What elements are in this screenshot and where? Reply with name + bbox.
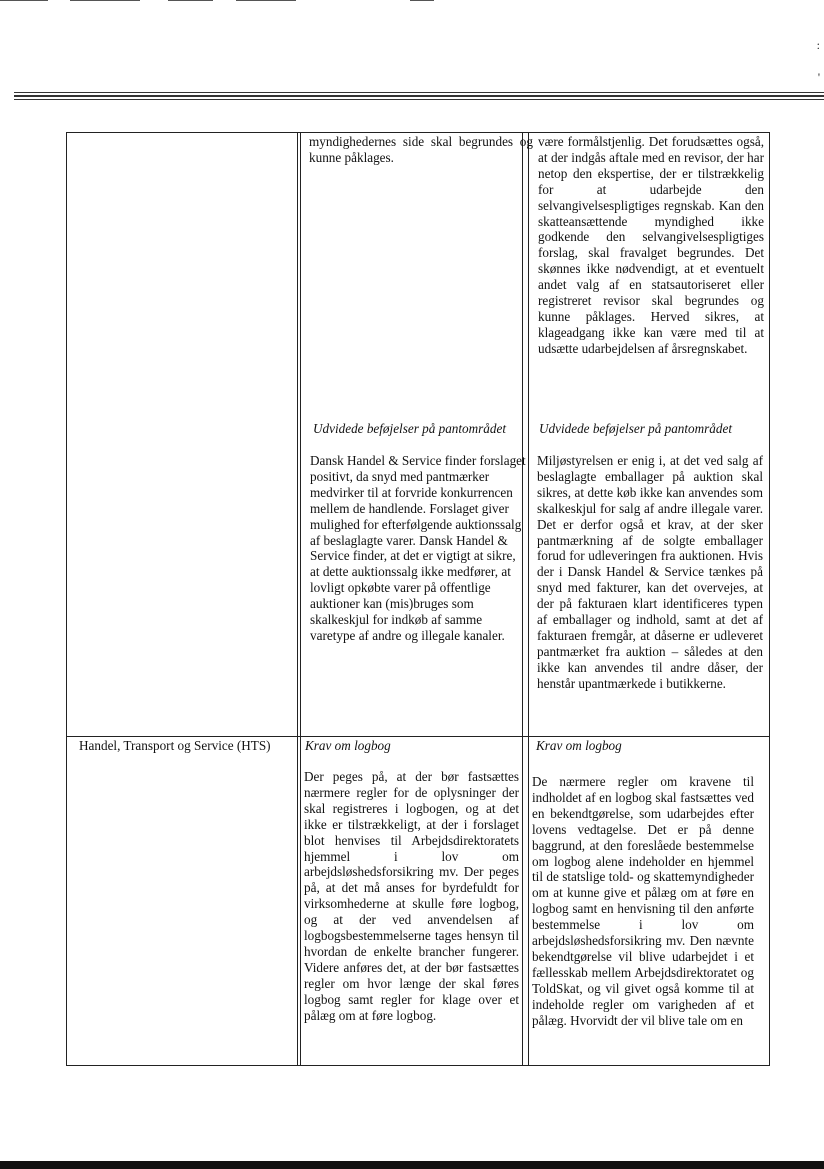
table-border-top xyxy=(66,132,770,133)
remark-heading: Udvidede beføjelser på pantområdet xyxy=(313,421,507,436)
margin-mark: : xyxy=(816,38,820,52)
row-divider xyxy=(66,736,770,737)
remark-text: Dansk Handel & Service finder forslaget positivt, da snyd med pantmærker medvirker til at forvride konkurrencen mellem de handlende. Forslaget giver mulighed for efterfølgende auktionssalg af beslaglagte varer. Dansk Handel & Service finder, at det er vigtigt at sikre, at dette auktionssalg ikke medfører, at lovligt opkøbte varer på offentlige auktioner kan (mis)bruges som skalkeskjul for indkøb af samme varetype af andre og illegale kanaler. xyxy=(310,453,526,643)
header-rule xyxy=(14,99,824,100)
organization-name: Handel, Transport og Service (HTS) xyxy=(79,738,271,753)
table-divider xyxy=(300,132,301,1066)
table-border-left xyxy=(66,132,67,1066)
remark-text: Der peges på, at der bør fastsættes nærmere regler for de oplysninger der skal registreres i logbogen, og at det ikke er tilstrækkeligt, at der i forslaget blot henvises til Arbejdsdirektoratets hjemmel i lov om arbejdsløshedsforsikring mv. Der peges på, at det må anses for byrdefuldt for virksomhederne at skulle føre logbog, og at der ved anvendelsen af logbogsbestemmelserne tages hensyn til hvordan de enkelte brancher fungerer. Videre anføres det, at der bør fastsættes regler om hvor længe der skal føres logbog samt regler for klage over et pålæg om at føre logbog. xyxy=(304,769,519,1023)
response-heading: Krav om logbog xyxy=(536,738,622,753)
header-rule xyxy=(14,92,824,93)
header-rule xyxy=(14,95,824,97)
table-divider xyxy=(528,132,529,1066)
table-divider xyxy=(297,132,298,1066)
response-text: være formålstjenlig. Det forudsættes også, at der indgås aftale med en revisor, der har netop den ekspertise, der er tilstrækkelig for at udarbejde den selvangivelsespligtiges regnskab. Kan den skatteansættende myndighed ikke godkende den selvangivelsespligtiges forslag, skal fravalget begrundes. Det skønnes ikke nødvendigt, at et eventuelt andet valg af en statsautoriseret eller registreret revisor skal begrundes og kunne påklages. Herved sikres, at klageadgang ikke kan være med til at udsætte udarbejdelsen af årsregnskabet. xyxy=(538,134,764,356)
remark-text: myndighedernes side skal begrundes og kunne påklages. xyxy=(309,134,533,165)
response-text: De nærmere regler om kravene til indholdet af en logbog skal fastsættes ved en bekendtgørelse, som udarbejdes efter lovens vedtagelse. Det er på denne baggrund, at den foreslåede bestemmelse om logbog alene indeholder en hjemmel til de statslige told- og skattemyndigheder om at kunne give et pålæg om at føre en logbog samt en henvisning til den anførte bestemmelse i lov om arbejdsløshedsforsikring mv. Den nævnte bekendtgørelse vil blive udarbejdet i et fællesskab mellem Arbejdsdirektoratet og ToldSkat, og vil givet også komme til at indeholde regler om varigheden af et pålæg. Hvorvidt der vil blive tale om en xyxy=(532,774,754,1028)
margin-mark: ' xyxy=(817,70,820,84)
response-heading: Udvidede beføjelser på pantområdet xyxy=(539,421,733,436)
page-top-edge xyxy=(0,0,824,4)
table-border-right xyxy=(769,132,770,1066)
table-border-bottom xyxy=(66,1065,770,1066)
remark-heading: Krav om logbog xyxy=(305,738,391,753)
page-bottom-edge xyxy=(0,1161,824,1169)
response-text: Miljøstyrelsen er enig i, at det ved salg af beslaglagte emballager på auktion skal sikres, at dette køb ikke kan anvendes som skalkeskjul for salg af andre illegale varer. Det er derfor også et krav, at der sker pantmærkning af de solgte emballager forud for udleveringen fra auktionen. Hvis der i Dansk Handel & Service tænkes på snyd med fakturer, kan det overvejes, at der på fakturaen klart identificeres typen af emballager og indhold, samt at det af fakturaen fremgår, at dåserne er udleveret pantmærket fra auktion – således at den ikke kan anvendes til andre dåser, der henstår upantmærkede i butikkerne. xyxy=(537,453,763,691)
